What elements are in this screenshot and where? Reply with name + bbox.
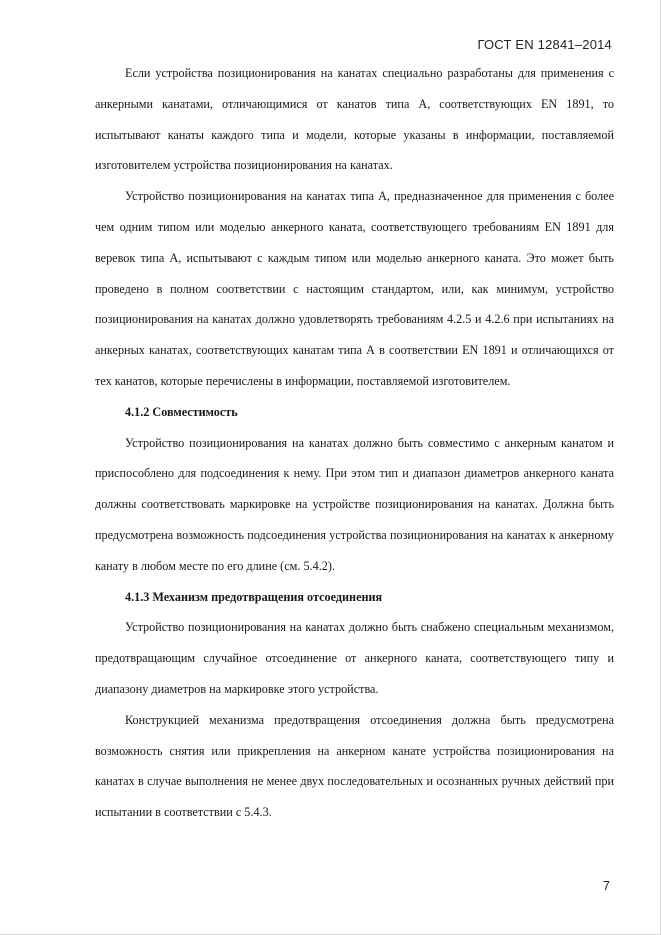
section-heading: 4.1.3 Механизм предотвращения отсоединения: [125, 589, 383, 604]
paragraph: Если устройства позиционирования на канатах специально разработаны для применения с анкерными канатами, отличающимися от канатов типа А, соответствующих EN 1891, то испытывают канаты каждого типа и модели, которые указаны в информации, поставляемой изготовителем устройства позиционирования на канатах.: [95, 66, 614, 173]
paragraph: Конструкцией механизма предотвращения отсоединения должна быть предусмотрена возможность снятия или прикрепления на анкерном канате устройства позиционирования на канатах в случае выполнения не менее двух последовательных и осознанных ручных действий при испытании в соответствии с 5.4.3.: [95, 712, 614, 820]
document-body: [95, 58, 614, 828]
page-number: 7: [602, 878, 610, 893]
document-code: ГОСТ EN 12841–2014: [477, 37, 612, 52]
paragraph: Устройство позиционирования на канатах должно быть снабжено специальным механизмом, предотвращающим случайное отсоединение от анкерного каната, соответствующего типу и диапазону диаметров на маркировке этого устройства.: [95, 620, 614, 696]
paragraph: Устройство позиционирования на канатах должно быть совместимо с анкерным канатом и приспособлено для подсоединения к нему. При этом тип и диапазон диаметров анкерного каната должны соответствовать маркировке на устройстве позиционирования на канатах. Должна быть предусмотрена возможность подсоединения устройства позиционирования на канатах к анкерному канату в любом месте по его длине (см. 5.4.2).: [95, 435, 614, 573]
section-heading: 4.1.2 Совместимость: [125, 404, 238, 419]
paragraph: Устройство позиционирования на канатах типа А, предназначенное для применения с более чем одним типом или моделью анкерного каната, соответствующего требованиям EN 1891 для веревок типа А, испытывают с каждым типом или моделью анкерного каната. Это может быть проведено в полном соответствии с настоящим стандартом, или, как минимум, устройство позиционирования на канатах должно удовлетворять требованиям 4.2.5 и 4.2.6 при испытаниях на анкерных канатах, соответствующих канатам типа А в соответствии EN 1891 и отличающихся от тех канатов, которые перечислены в информации, поставляемой изготовителем.: [95, 189, 614, 388]
